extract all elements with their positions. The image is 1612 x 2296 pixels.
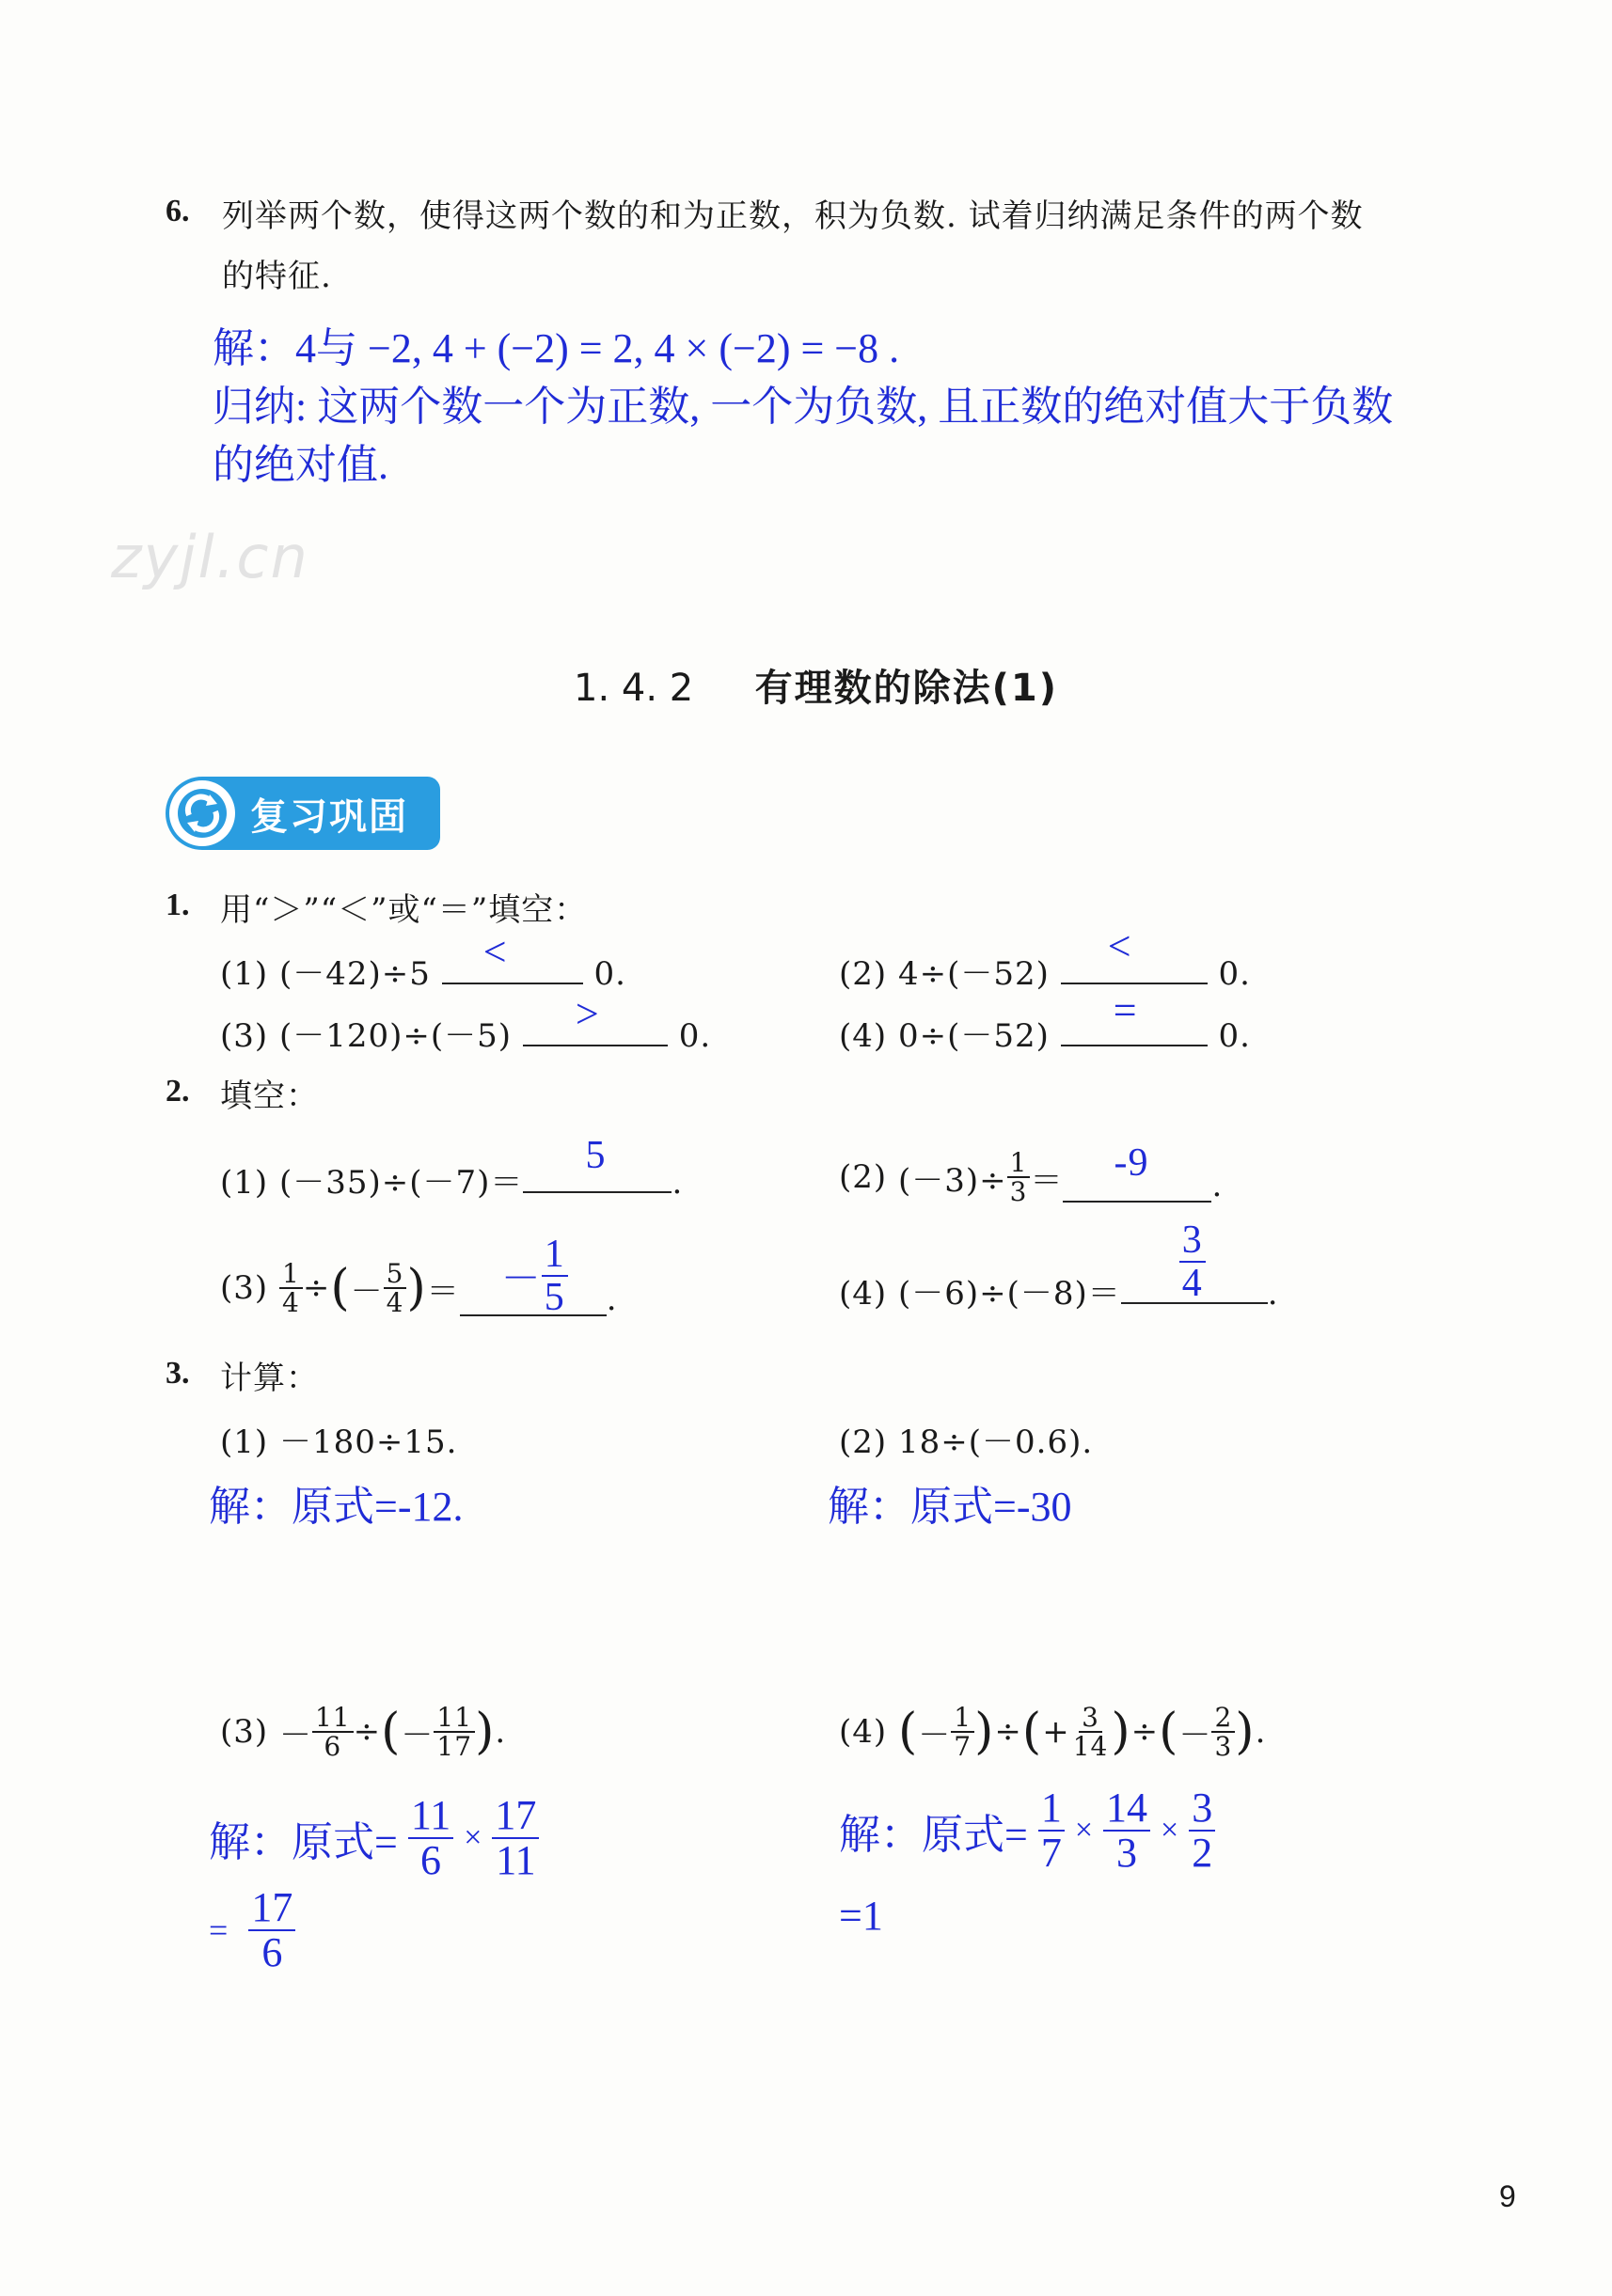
- q3-item-1-label: (1): [220, 1423, 269, 1461]
- q1-item-3-tail: 0.: [678, 1017, 712, 1055]
- q1-item-2-label: (2): [839, 955, 888, 993]
- q1-item-4: [839, 987, 1251, 1056]
- q3-item-3-label: (3): [220, 1713, 269, 1751]
- q1-item-1-answer: <: [482, 929, 508, 975]
- review-badge: [166, 777, 440, 850]
- q2-item-4-blank[interactable]: [1121, 1219, 1268, 1306]
- q3-item-4: (4) ( － $\frac{1}{7}$ ) ÷ ( + $\frac{3}{14}$ ) ÷ ( － $\frac{2}{3}$ ) .: [839, 1701, 1267, 1762]
- q2-item-2-tail: .: [1211, 1167, 1224, 1204]
- q1-item-4-answer: =: [1113, 987, 1138, 1033]
- q1-item-2-blank[interactable]: [1061, 923, 1208, 984]
- q1-item-4-expr: 0÷(－52): [897, 1017, 1050, 1055]
- q3-item-4-answer-fraction-1: $\frac{1}{7}$: [1038, 1786, 1065, 1875]
- q3-item-4-fraction-2: $\frac{3}{14}$: [1072, 1701, 1109, 1762]
- question-1-prompt: 用“＞”“＜”或“＝”填空：: [220, 891, 588, 929]
- q1-item-3: [220, 991, 712, 1056]
- q3-item-4-fraction-3: $\frac{2}{3}$: [1211, 1704, 1235, 1761]
- q1-item-2: [839, 923, 1251, 994]
- q1-item-1-label: (1): [220, 955, 269, 993]
- q1-item-3-answer: >: [575, 991, 600, 1037]
- cycle-arrows-icon: [169, 780, 235, 846]
- q2-item-2-expr: (－3)÷: [897, 1161, 1007, 1200]
- q3-item-3-result-fraction: $\frac{17}{6}$: [248, 1886, 295, 1974]
- q3-item-3-answer-fraction-1: $\frac{11}{6}$: [408, 1794, 453, 1882]
- question-2-number: 2.: [166, 1074, 190, 1109]
- q3-item-3-answer-prefix: 解：原式=: [209, 1819, 398, 1865]
- q3-item-4-answer-fraction-3: $\frac{3}{2}$: [1189, 1786, 1215, 1875]
- q1-item-4-tail: 0.: [1218, 1017, 1251, 1055]
- question-6-text-line2: 的特征.: [222, 258, 332, 295]
- q1-item-2-tail: 0.: [1218, 955, 1251, 993]
- question-6-answer-line3: 的绝对值.: [213, 442, 388, 488]
- q2-item-3-equals: ＝: [426, 1272, 460, 1311]
- q3-item-3-divide: ÷: [353, 1713, 382, 1751]
- q2-item-3-sign: －: [350, 1272, 384, 1311]
- q2-item-3-answer: － $\frac{1}{5}$: [501, 1234, 568, 1318]
- q1-item-3-label: (3): [220, 1017, 269, 1055]
- q1-item-1-expr: (－42)÷5: [278, 955, 431, 993]
- q2-item-2-equals: ＝: [1030, 1161, 1064, 1200]
- q3-item-2: [839, 1416, 1093, 1462]
- q1-item-1-tail: 0.: [593, 955, 626, 993]
- section-name: 有理数的除法(1): [754, 667, 1059, 710]
- q3-item-2-answer: 解：原式=-30: [828, 1484, 1072, 1530]
- q1-item-2-answer: <: [1107, 923, 1132, 969]
- q3-item-4-answer-fraction-2: $\frac{14}{3}$: [1103, 1786, 1150, 1875]
- q1-item-3-blank[interactable]: [523, 991, 668, 1046]
- question-3-prompt: 计算：: [220, 1360, 319, 1397]
- q2-item-3-fraction-1: $\frac{1}{4}$: [279, 1260, 303, 1317]
- q3-item-2-label: (2): [839, 1423, 888, 1461]
- q2-item-1-tail: .: [672, 1164, 684, 1202]
- q3-item-1-answer: 解：原式=-12.: [209, 1484, 464, 1530]
- q3-item-3: (3) － $\frac{11}{6}$ ÷ ( － $\frac{11}{17}$ ) .: [220, 1701, 507, 1762]
- q3-item-4-answer: 解：原式= $\frac{1}{7}$ × $\frac{14}{3}$ × $\frac{3}{2}$: [839, 1779, 1215, 1882]
- q2-item-4-tail: .: [1267, 1275, 1279, 1313]
- question-6-answer-line1: 解：4与 −2, 4 + (−2) = 2, 4 × (−2) = −8 .: [213, 325, 900, 371]
- q2-item-1: [220, 1134, 684, 1203]
- question-6-text-line1: 列举两个数，使得这两个数的和为正数，积为负数. 试着归纳满足条件的两个数: [222, 197, 1364, 235]
- question-3-number: 3.: [166, 1356, 190, 1391]
- q1-item-4-blank[interactable]: [1061, 987, 1208, 1046]
- question-2-prompt: 填空：: [220, 1077, 319, 1115]
- q2-item-3-tail: .: [606, 1281, 618, 1318]
- q2-item-2-blank[interactable]: [1063, 1141, 1211, 1203]
- badge-label: 复习巩固: [250, 794, 408, 839]
- q2-item-3: (3) $\frac{1}{4}$ ÷ ( － $\frac{5}{4}$ ) ＝ － $\frac{1}{5}$ .: [220, 1233, 618, 1320]
- q3-item-3-answer: 解：原式= $\frac{11}{6}$ × $\frac{17}{11}$: [209, 1786, 539, 1890]
- q1-item-2-expr: 4÷(－52): [897, 955, 1050, 993]
- q2-item-3-label: (3): [220, 1269, 269, 1307]
- q2-item-4-label: (4): [839, 1275, 888, 1313]
- q2-item-1-answer: 5: [585, 1134, 607, 1177]
- q2-item-4-answer: $\frac{3}{4}$: [1179, 1219, 1206, 1304]
- q1-item-3-expr: (－120)÷(－5): [278, 1017, 513, 1055]
- q3-item-4-result: =1: [839, 1893, 883, 1939]
- section-title: [574, 658, 1058, 712]
- section-number: 1. 4. 2: [574, 667, 694, 710]
- q1-item-1-blank[interactable]: [442, 929, 583, 984]
- page-number: 9: [1499, 2179, 1516, 2213]
- question-6-number: 6.: [166, 194, 190, 228]
- q2-item-2: [839, 1134, 1223, 1220]
- q1-item-1: [220, 929, 626, 994]
- q3-item-3-result: = $\frac{17}{6}$: [209, 1879, 295, 1982]
- question-6-answer-line2: 归纳: 这两个数一个为正数, 一个为负数, 且正数的绝对值大于负数: [213, 384, 1394, 430]
- q1-item-4-label: (4): [839, 1017, 888, 1055]
- q2-item-1-label: (1): [220, 1164, 269, 1202]
- q3-item-3-sign: －: [278, 1716, 312, 1754]
- q2-item-4: [839, 1219, 1279, 1313]
- question-1-number: 1.: [166, 888, 190, 922]
- q2-item-1-expr: (－35)÷(－7)＝: [278, 1164, 524, 1202]
- q2-item-4-expr: (－6)÷(－8)＝: [897, 1275, 1121, 1313]
- q2-item-3-fraction-2: $\frac{5}{4}$: [384, 1260, 407, 1317]
- q2-item-1-blank[interactable]: [523, 1134, 672, 1193]
- q3-item-4-answer-prefix: 解：原式=: [839, 1812, 1028, 1858]
- q3-item-4-fraction-1: $\frac{1}{7}$: [951, 1704, 974, 1761]
- watermark: zyjl.cn: [111, 523, 309, 591]
- q3-item-1-expr: －180÷15.: [278, 1423, 458, 1461]
- q2-item-3-divide: ÷: [302, 1269, 331, 1307]
- q3-item-2-expr: 18÷(－0.6).: [897, 1423, 1094, 1461]
- q3-item-4-label: (4): [839, 1713, 888, 1751]
- q2-item-2-label: (2): [839, 1158, 888, 1196]
- q3-item-3-answer-fraction-2: $\frac{17}{11}$: [492, 1794, 539, 1882]
- q2-item-2-fraction: $\frac{1}{3}$: [1007, 1149, 1031, 1206]
- q2-item-3-blank[interactable]: [460, 1233, 607, 1320]
- q3-item-3-fraction-2: $\frac{11}{17}$: [434, 1704, 475, 1761]
- q2-item-2-answer: -9: [1114, 1141, 1149, 1185]
- q3-item-1: [220, 1416, 457, 1462]
- q3-item-3-fraction-1: $\frac{11}{6}$: [312, 1704, 354, 1761]
